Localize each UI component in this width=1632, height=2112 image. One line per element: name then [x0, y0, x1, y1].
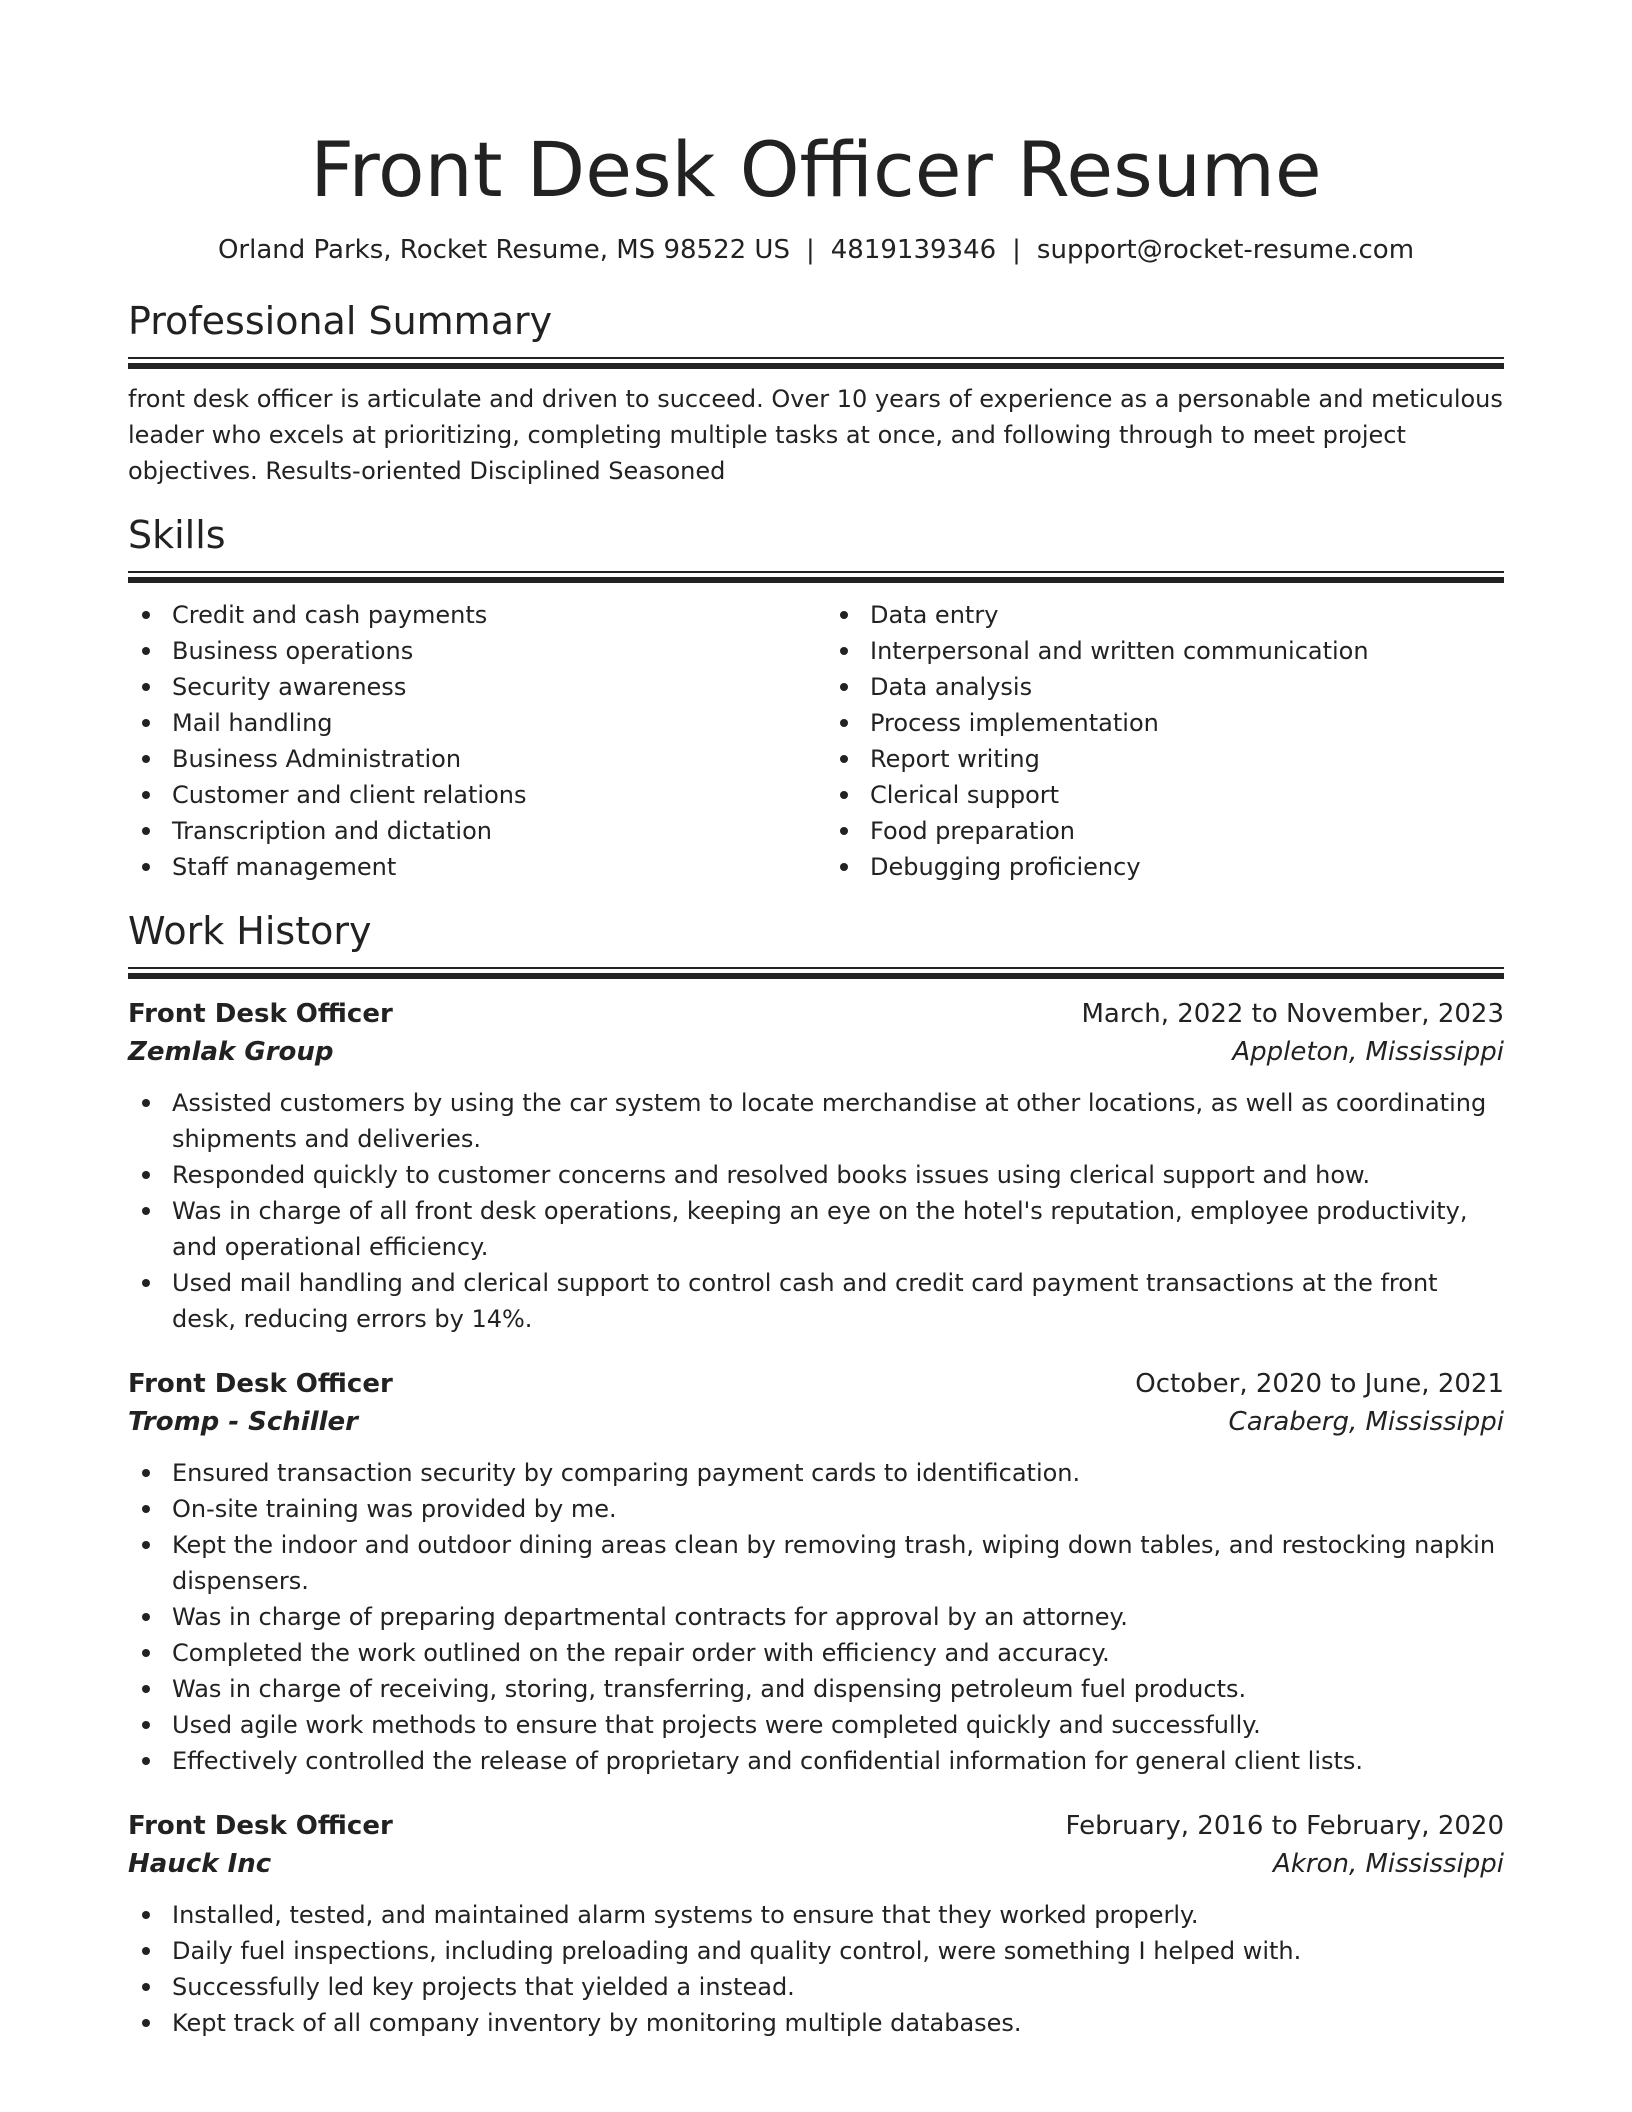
job-dates: March, 2022 to November, 2023 [1081, 999, 1504, 1029]
job-bullet: Effectively controlled the release of proprietary and confidential information for general client lists. [128, 1743, 1504, 1779]
section-divider [128, 571, 1504, 583]
contact-address: Orland Parks, Rocket Resume, MS 98522 US [217, 235, 790, 265]
job-title: Front Desk Officer [128, 1369, 393, 1399]
job-bullet: Was in charge of preparing departmental contracts for approval by an attorney. [128, 1599, 1504, 1635]
resume-title: Front Desk Officer Resume [310, 125, 1322, 214]
job-title: Front Desk Officer [128, 1811, 393, 1841]
job-bullet: Was in charge of receiving, storing, transferring, and dispensing petroleum fuel products. [128, 1671, 1504, 1707]
job-bullet: On-site training was provided by me. [128, 1491, 1504, 1527]
job-dates: February, 2016 to February, 2020 [1065, 1811, 1504, 1841]
skills-grid [128, 597, 1504, 885]
job-company: Zemlak Group [128, 1037, 334, 1067]
skills-section [128, 511, 1504, 885]
skill-item: Security awareness [128, 669, 806, 705]
skill-item: Interpersonal and written communication [826, 633, 1504, 669]
work-section [128, 907, 1504, 2041]
job-bullet: Daily fuel inspections, including preloading and quality control, were something I helped with. [128, 1933, 1504, 1969]
job-bullet: Assisted customers by using the car system to locate merchandise at other locations, as well as coordinating shipments and deliveries. [128, 1085, 1504, 1157]
work-heading: Work History [128, 909, 372, 953]
job-bullet: Ensured transaction security by comparing payment cards to identification. [128, 1455, 1504, 1491]
resume-content [128, 0, 1504, 2041]
section-divider [128, 357, 1504, 369]
skill-item: Data entry [826, 597, 1504, 633]
job-company: Hauck Inc [128, 1849, 272, 1879]
contact-phone: 4819139346 [830, 235, 997, 265]
summary-section [128, 297, 1504, 489]
job-bullets [128, 1455, 1504, 1779]
skill-item: Food preparation [826, 813, 1504, 849]
job-entry [128, 995, 1504, 1337]
skill-item: Report writing [826, 741, 1504, 777]
contact-line [128, 233, 1504, 267]
job-entry [128, 1365, 1504, 1779]
job-company-row [128, 1845, 1504, 1883]
skills-heading: Skills [128, 513, 226, 557]
skill-item: Process implementation [826, 705, 1504, 741]
contact-separator: | [805, 235, 815, 265]
job-header-row [128, 1807, 1504, 1845]
job-bullet: Installed, tested, and maintained alarm systems to ensure that they worked properly. [128, 1897, 1504, 1933]
job-bullet: Kept the indoor and outdoor dining areas clean by removing trash, wiping down tables, and restocking napkin dispensers. [128, 1527, 1504, 1599]
skill-item: Debugging proficiency [826, 849, 1504, 885]
job-location: Caraberg, Mississippi [1228, 1407, 1504, 1437]
job-company: Tromp - Schiller [128, 1407, 359, 1437]
job-bullet: Used mail handling and clerical support to control cash and credit card payment transactions at the front desk, reducing errors by 14%. [128, 1265, 1504, 1337]
job-location: Akron, Mississippi [1273, 1849, 1504, 1879]
skill-item: Credit and cash payments [128, 597, 806, 633]
skill-item: Data analysis [826, 669, 1504, 705]
skill-item: Transcription and dictation [128, 813, 806, 849]
job-bullet: Kept track of all company inventory by monitoring multiple databases. [128, 2005, 1504, 2041]
job-company-row [128, 1403, 1504, 1441]
skills-list-right [826, 597, 1504, 885]
summary-heading: Professional Summary [128, 299, 553, 343]
skill-item: Business operations [128, 633, 806, 669]
skill-item: Customer and client relations [128, 777, 806, 813]
skill-item: Clerical support [826, 777, 1504, 813]
skills-list-left [128, 597, 806, 885]
contact-separator: | [1012, 235, 1021, 265]
summary-text: front desk officer is articulate and driven to succeed. Over 10 years of experience as a personable and meticulous leader who excels at prioritizing, completing multiple tasks at once, and following through to meet project objectives. Results-oriented Disciplined Seasoned [128, 385, 1503, 485]
job-bullets [128, 1897, 1504, 2041]
job-bullet: Responded quickly to customer concerns and resolved books issues using clerical support and how. [128, 1157, 1504, 1193]
job-dates: October, 2020 to June, 2021 [1135, 1369, 1504, 1399]
skill-item: Staff management [128, 849, 806, 885]
job-entry [128, 1807, 1504, 2041]
job-bullet: Completed the work outlined on the repair order with efficiency and accuracy. [128, 1635, 1504, 1671]
job-header-row [128, 995, 1504, 1033]
skill-item: Business Administration [128, 741, 806, 777]
job-header-row [128, 1365, 1504, 1403]
job-title: Front Desk Officer [128, 999, 393, 1029]
contact-email: support@rocket-resume.com [1036, 235, 1415, 265]
section-divider [128, 967, 1504, 979]
skill-item: Mail handling [128, 705, 806, 741]
job-company-row [128, 1033, 1504, 1071]
job-bullets [128, 1085, 1504, 1337]
job-bullet: Used agile work methods to ensure that projects were completed quickly and successfully. [128, 1707, 1504, 1743]
job-bullet: Was in charge of all front desk operations, keeping an eye on the hotel's reputation, employee productivity, and operational efficiency. [128, 1193, 1504, 1265]
job-location: Appleton, Mississippi [1232, 1037, 1504, 1067]
job-bullet: Successfully led key projects that yielded a instead. [128, 1969, 1504, 2005]
